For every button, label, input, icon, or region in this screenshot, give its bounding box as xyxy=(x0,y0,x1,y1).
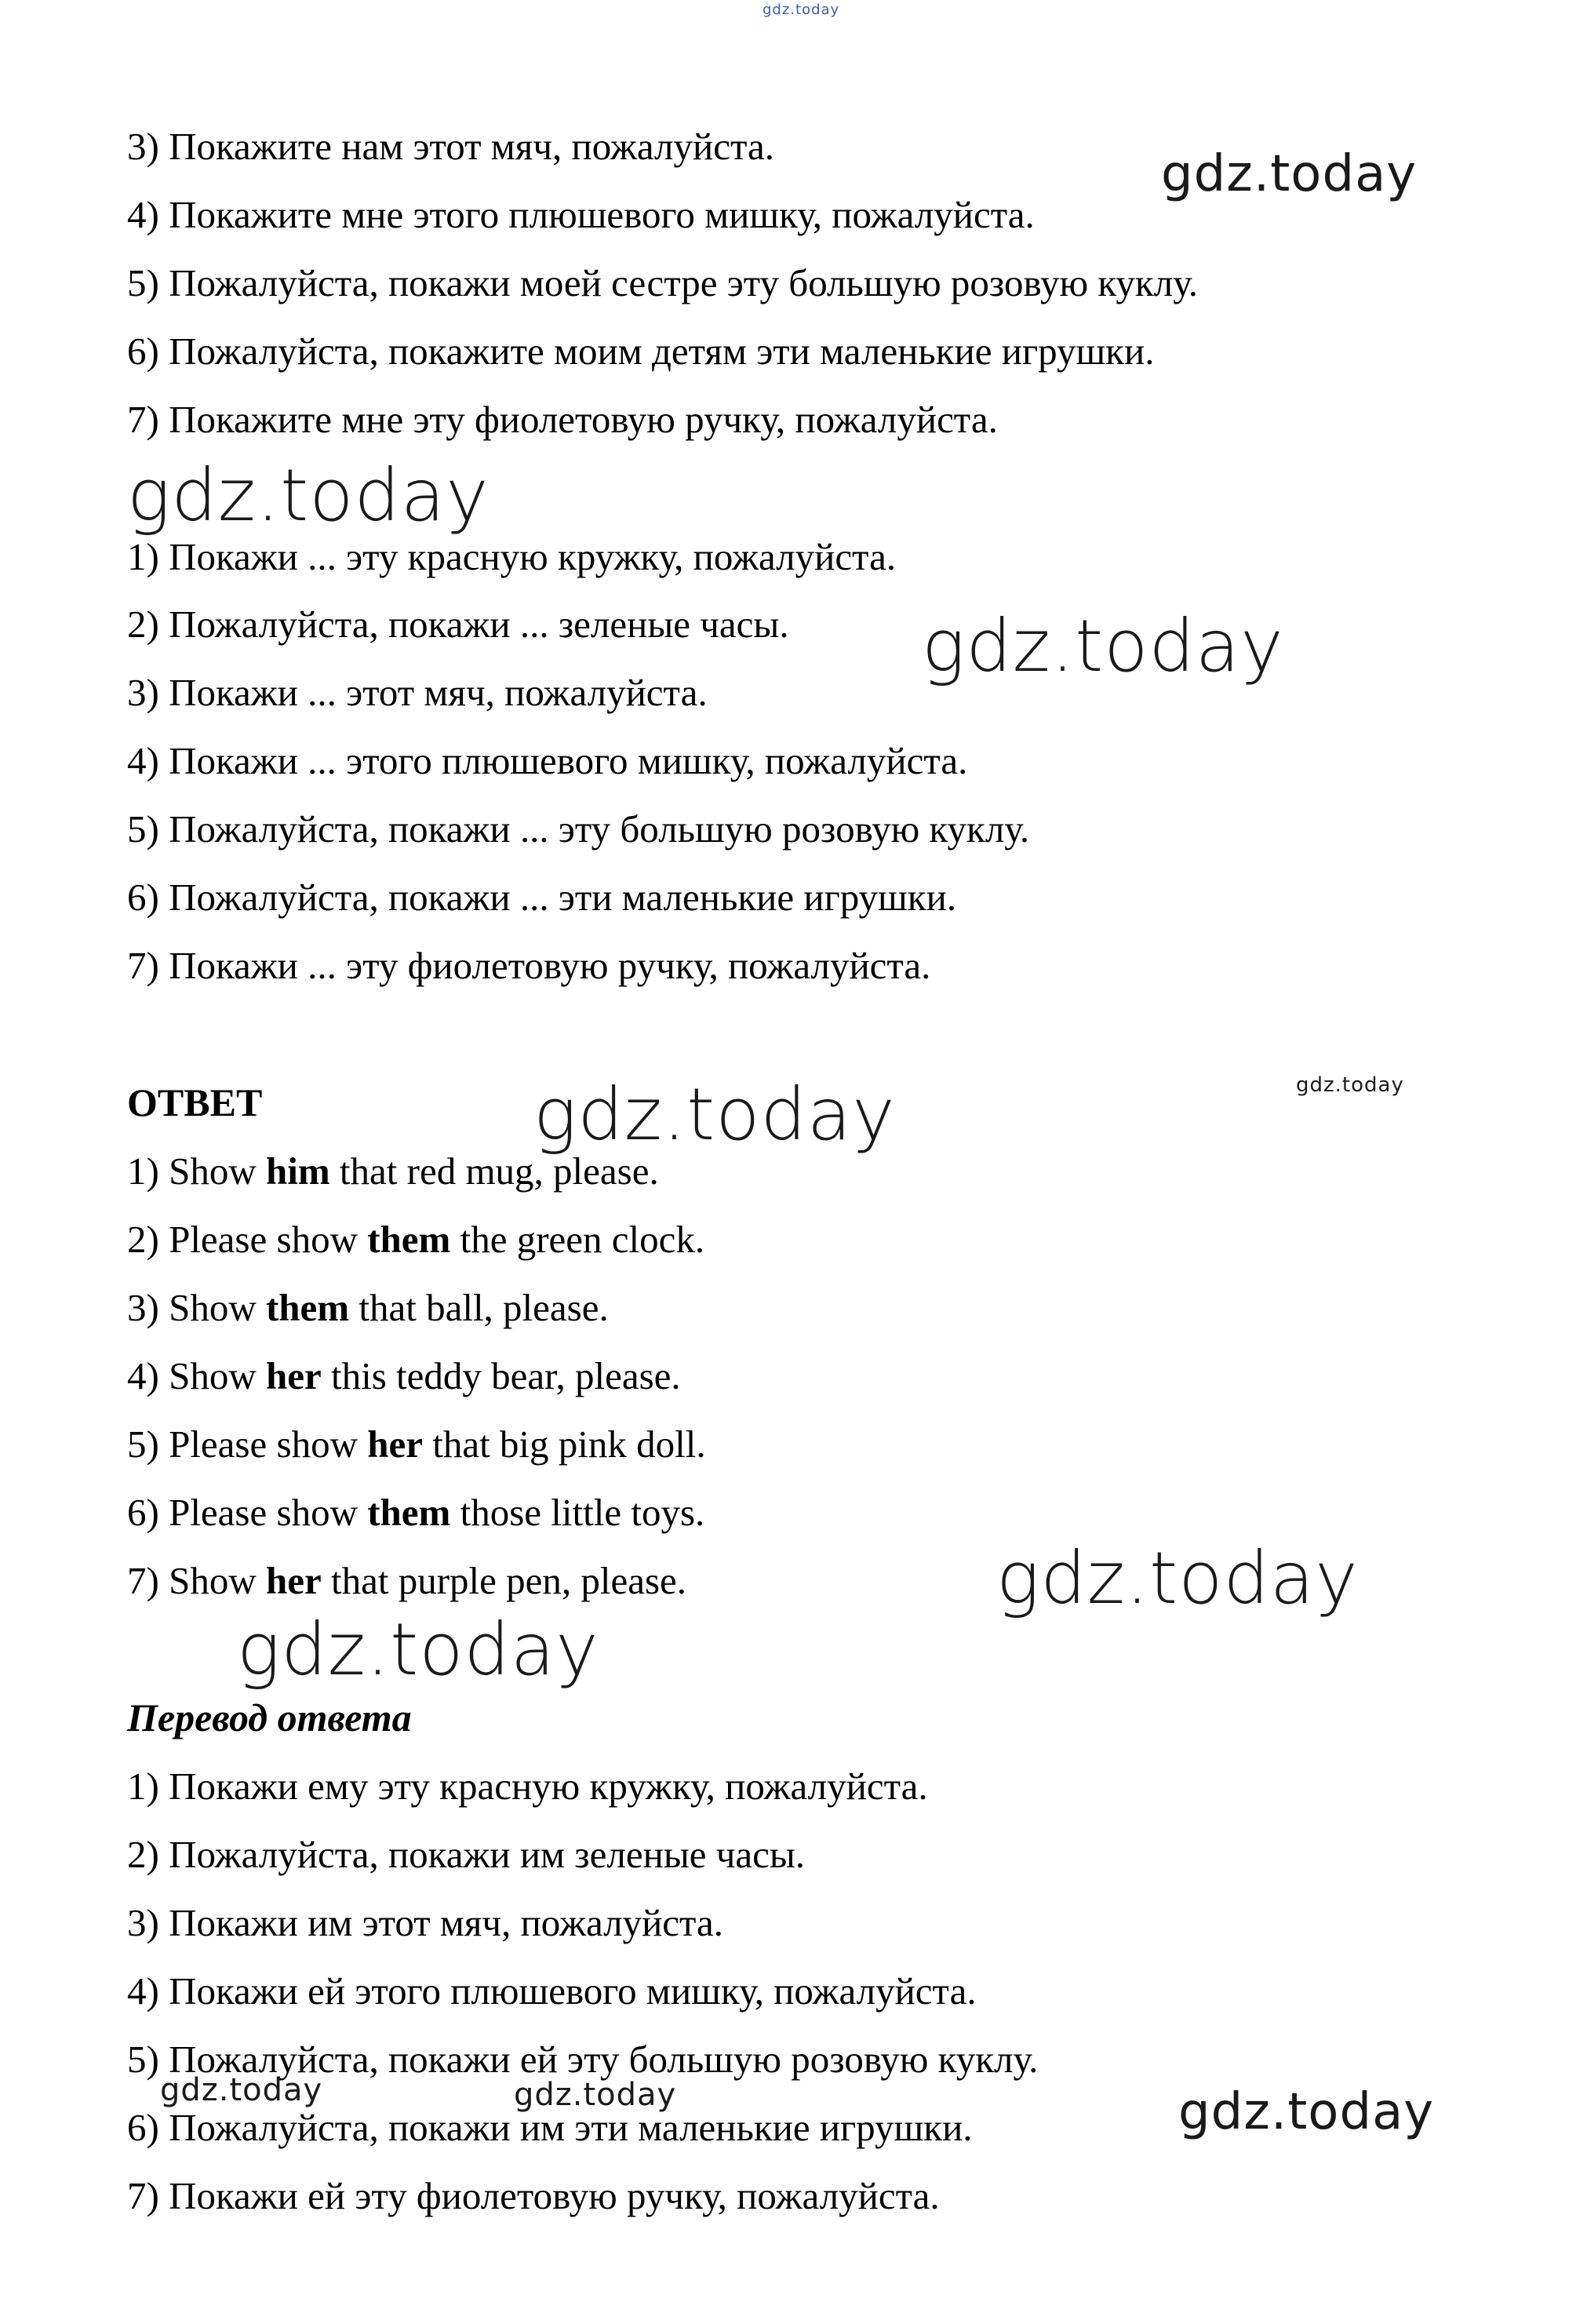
translation-item-5: 5) Пожалуйста, покажи ей эту большую розовую куклу. xyxy=(127,2038,1039,2081)
translation-item-6: 6) Пожалуйста, покажи им эти маленькие игрушки. xyxy=(127,2106,973,2149)
watermark: gdz.today xyxy=(1161,145,1418,203)
watermark: gdz.today xyxy=(996,1536,1359,1620)
translation-item-2: 2) Пожалуйста, покажи им зеленые часы. xyxy=(127,1833,806,1876)
watermark: gdz.today xyxy=(127,454,490,537)
answer-item-7: 7) Show her that purple pen, please. xyxy=(127,1559,687,1602)
translation-item-4: 4) Покажи ей этого плюшевого мишку, пожалуйста. xyxy=(127,1969,977,2013)
translation-item-1: 1) Покажи ему эту красную кружку, пожалуйста. xyxy=(127,1765,928,1808)
answer-item-1: 1) Show him that red mug, please. xyxy=(127,1149,659,1193)
translation-item-3: 3) Покажи им этот мяч, пожалуйста. xyxy=(127,1901,724,1944)
watermark: gdz.today xyxy=(160,2072,323,2108)
top-list-item-6: 6) Пожалуйста, покажите моим детям эти маленькие игрушки. xyxy=(127,330,1155,373)
gap-list-item-6: 6) Пожалуйста, покажи ... эти маленькие игрушки. xyxy=(127,876,957,919)
watermark: gdz.today xyxy=(1296,1073,1404,1097)
top-list-item-4: 4) Покажите мне этого плюшевого мишку, пожалуйста. xyxy=(127,193,1035,236)
translation-item-7: 7) Покажи ей эту фиолетовую ручку, пожалуйста. xyxy=(127,2174,940,2217)
watermark: gdz.today xyxy=(237,1608,599,1692)
top-list-item-3: 3) Покажите нам этот мяч, пожалуйста. xyxy=(127,125,774,168)
watermark-top-tiny: gdz.today xyxy=(763,2,840,18)
gap-list-item-5: 5) Пожалуйста, покажи ... эту большую розовую куклу. xyxy=(127,807,1030,851)
gap-list-item-1: 1) Покажи ... эту красную кружку, пожалуйста. xyxy=(127,535,897,578)
answer-item-3: 3) Show them that ball, please. xyxy=(127,1286,609,1329)
watermark: gdz.today xyxy=(922,604,1284,688)
translation-heading: Перевод ответа xyxy=(127,1696,412,1739)
answer-item-5: 5) Please show her that big pink doll. xyxy=(127,1422,706,1466)
gap-list-item-4: 4) Покажи ... этого плюшевого мишку, пожалуйста. xyxy=(127,739,968,782)
answer-item-4: 4) Show her this teddy bear, please. xyxy=(127,1354,681,1397)
gap-list-item-3: 3) Покажи ... этот мяч, пожалуйста. xyxy=(127,671,708,714)
gap-list-item-2: 2) Пожалуйста, покажи ... зеленые часы. xyxy=(127,603,789,646)
top-list-item-7: 7) Покажите мне эту фиолетовую ручку, пожалуйста. xyxy=(127,398,998,441)
top-list-item-5: 5) Пожалуйста, покажи моей сестре эту большую розовую куклу. xyxy=(127,261,1199,304)
watermark: gdz.today xyxy=(1178,2083,1435,2141)
answer-item-2: 2) Please show them the green clock. xyxy=(127,1218,705,1261)
answer-item-6: 6) Please show them those little toys. xyxy=(127,1491,705,1534)
watermark: gdz.today xyxy=(514,2077,677,2113)
gap-list-item-7: 7) Покажи ... эту фиолетовую ручку, пожалуйста. xyxy=(127,944,931,987)
answer-heading: ОТВЕТ xyxy=(127,1080,263,1124)
watermark: gdz.today xyxy=(533,1073,896,1157)
